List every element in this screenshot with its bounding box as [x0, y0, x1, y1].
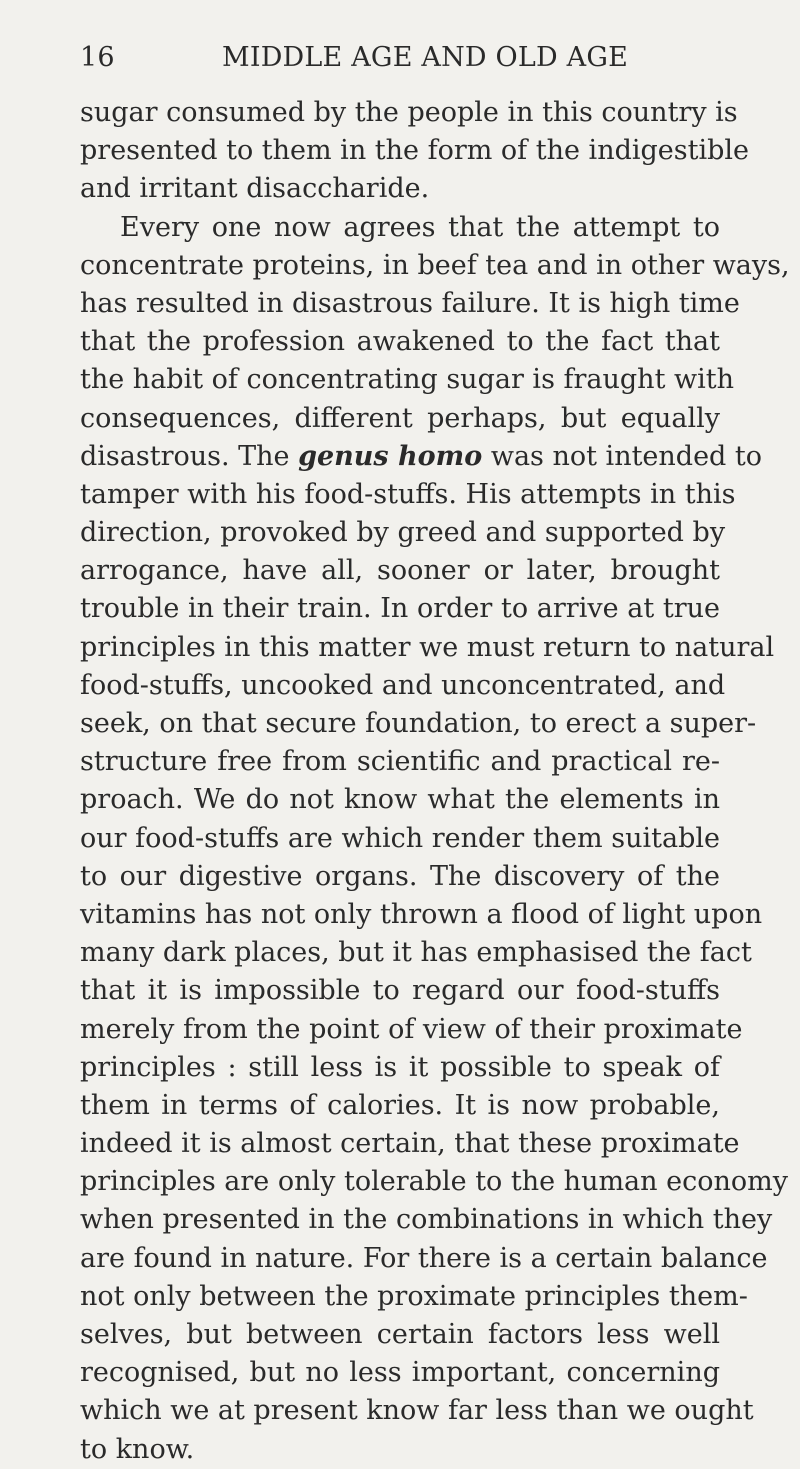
- text-line: has resulted in disastrous failure. It is high time: [80, 287, 740, 319]
- text-line: to know.: [80, 1433, 195, 1465]
- text-line: principles in this matter we must return to natural: [80, 631, 775, 663]
- text-line: proach. We do not know what the elements in: [80, 784, 720, 816]
- text-line: principles are only tolerable to the human economy: [80, 1166, 788, 1198]
- text-line: that it is impossible to regard our food-stuffs: [80, 975, 720, 1007]
- genus-homo-italic: genus homo: [298, 440, 483, 472]
- text-line: merely from the point of view of their proximate: [80, 1013, 743, 1045]
- text-line: vitamins has not only thrown a flood of light upon: [80, 898, 763, 930]
- text-line: them in terms of calories. It is now probable,: [80, 1089, 720, 1121]
- line-start: disastrous. The: [80, 440, 299, 472]
- text-line: Every one now agrees that the attempt to: [120, 211, 720, 243]
- text-line: and irritant disaccharide.: [80, 173, 430, 205]
- text-line: seek, on that secure foundation, to erect a super-: [80, 708, 757, 739]
- text-line: many dark places, but it has emphasised the fact: [80, 937, 752, 969]
- text-line: structure free from scientific and practical re-: [80, 746, 720, 778]
- line-end: was not intended to: [482, 440, 763, 472]
- text-line: our food-stuffs are which render them suitable: [80, 822, 720, 854]
- text-line: indeed it is almost certain, that these proximate: [80, 1128, 740, 1160]
- running-title: MIDDLE AGE AND OLD AGE: [222, 42, 629, 73]
- text-line: that the profession awakened to the fact that: [80, 326, 720, 358]
- text-line: recognised, but no less important, concerning: [80, 1357, 720, 1389]
- text-line: not only between the proximate principles them-: [80, 1280, 748, 1312]
- text-line: sugar consumed by the people in this country is: [80, 97, 738, 128]
- text-line: trouble in their train. In order to arrive at true: [80, 593, 720, 625]
- text-line: principles : still less is it possible to speak of: [80, 1051, 720, 1083]
- text-line: selves, but between certain factors less well: [80, 1319, 720, 1350]
- text-line: are found in nature. For there is a certain balance: [80, 1242, 768, 1274]
- running-head: [80, 40, 720, 76]
- body-text: [80, 94, 790, 1469]
- text-line: concentrate proteins, in beef tea and in other ways,: [80, 249, 790, 281]
- text-line: food-stuffs, uncooked and unconcentrated, and: [80, 669, 726, 701]
- text-line: direction, provoked by greed and supported by: [80, 517, 726, 549]
- text-line: tamper with his food-stuffs. His attempts in this: [80, 478, 736, 510]
- text-line: when presented in the combinations in which they: [80, 1204, 773, 1236]
- text-line: presented to them in the form of the indigestible: [80, 135, 750, 167]
- text-line: to our digestive organs. The discovery of the: [80, 860, 720, 892]
- page-number: 16: [80, 42, 115, 73]
- text-line: consequences, different perhaps, but equally: [80, 402, 720, 434]
- text-line: [80, 438, 763, 476]
- text-line: arrogance, have all, sooner or later, brought: [80, 555, 720, 587]
- text-line: the habit of concentrating sugar is fraught with: [80, 364, 734, 396]
- text-line: which we at present know far less than we ought: [80, 1395, 754, 1427]
